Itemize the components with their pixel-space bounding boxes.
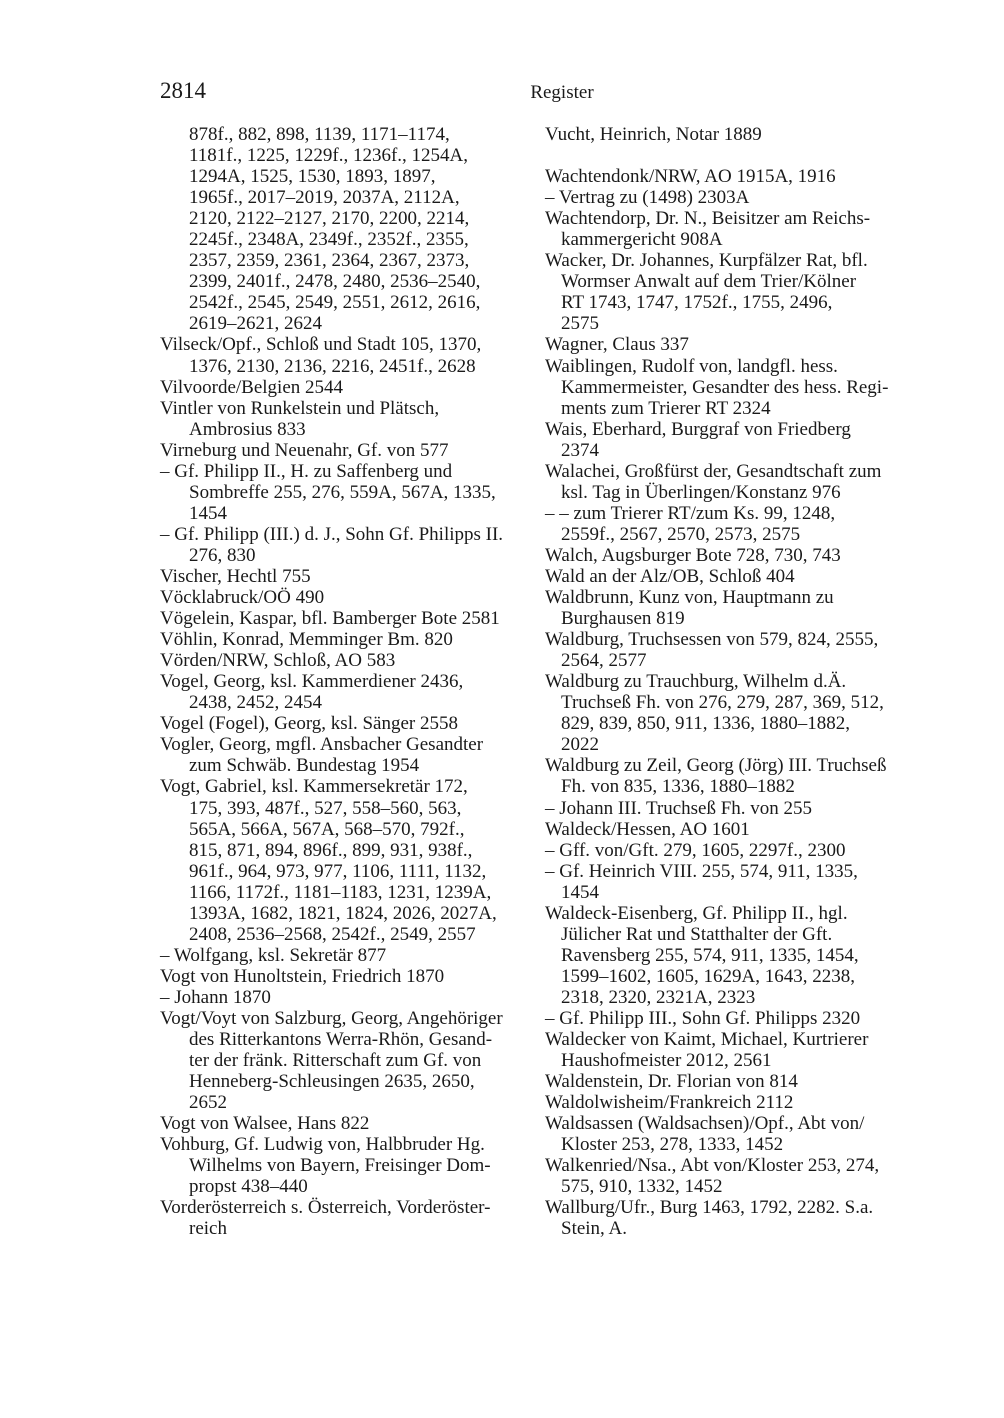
index-entry: Wais, Eberhard, Burggraf von Friedberg 2374 [545,418,851,461]
index-entry: Wacker, Dr. Johannes, Kurpfälzer Rat, bfl. Wormser Anwalt auf dem Trier/Kölner RT 1743, 1747, 1752f., 1755, 2496, 2575 [545,250,868,335]
index-entry: Vogt von Hunoltstein, Friedrich 1870 [160,965,445,987]
index-entry: Vogel, Georg, ksl. Kammerdiener 2436, 2438, 2452, 2454 [160,671,464,714]
index-entry: Vöcklabruck/OÖ 490 [160,587,325,609]
index-entry: – – zum Trierer RT/zum Ks. 99, 1248, 2559f., 2567, 2570, 2573, 2575 [545,502,836,545]
index-entry: Vogler, Georg, mgfl. Ansbacher Gesandter zum Schwäb. Bundestag 1954 [160,734,484,777]
right-column [545,124,915,1239]
index-entry: Waldburg, Truchsessen von 579, 824, 2555, 2564, 2577 [545,629,879,672]
index-entry: – Wolfgang, ksl. Sekretär 877 [160,944,387,966]
index-entry: Vilvoorde/Belgien 2544 [160,376,344,398]
index-entry: Vöhlin, Konrad, Memminger Bm. 820 [160,629,453,651]
index-entry: – Gff. von/Gft. 279, 1605, 2297f., 2300 [545,839,846,861]
index-entry: Waldecker von Kaimt, Michael, Kurtrierer Haushofmeister 2012, 2561 [545,1029,869,1072]
index-entry: Vilseck/Opf., Schloß und Stadt 105, 1370, 1376, 2130, 2136, 2216, 2451f., 2628 [160,334,482,377]
index-entry: Wald an der Alz/OB, Schloß 404 [545,565,795,587]
index-entry: Vischer, Hechtl 755 [160,565,311,587]
section-gap [545,145,915,166]
index-entry: – Vertrag zu (1498) 2303A [545,187,750,209]
index-entry: Waiblingen, Rudolf von, landgfl. hess. Kammermeister, Gesandter des hess. Regi- ments zum Trierer RT 2324 [545,355,889,419]
index-entry: Vogt von Walsee, Hans 822 [160,1113,370,1135]
index-entry: Vögelein, Kaspar, bfl. Bamberger Bote 2581 [160,608,500,630]
index-entry: Walachei, Großfürst der, Gesandtschaft zum ksl. Tag in Überlingen/Konstanz 976 [545,460,882,503]
index-entry: – Gf. Philipp III., Sohn Gf. Philipps 2320 [545,1007,861,1029]
index-entry: Vogt, Gabriel, ksl. Kammersekretär 172, 175, 393, 487f., 527, 558–560, 563, 565A, 566A, 567A, 568–570, 792f., 815, 871, 894, 896f., 899, 931, 938f., 961f., 964, 973, 977, 1106, 1111, 1132, 1166, 1172f., 1181–1183, 1231, 1239A, 1393A, 1682, 1821, 1824, 2026, 2027A, 2408, 2536–2568, 2542f., 2549, 2557 [160,776,497,945]
index-entry: Virneburg und Neuenahr, Gf. von 577 [160,439,449,461]
index-entry: Wachtendonk/NRW, AO 1915A, 1916 [545,166,836,188]
index-entry: Vohburg, Gf. Ludwig von, Halbbruder Hg. Wilhelms von Bayern, Freisinger Dom- propst 438–440 [160,1134,491,1198]
index-entry: – Johann 1870 [160,986,271,1008]
index-entry: Vintler von Runkelstein und Plätsch, Ambrosius 833 [160,397,440,440]
page-number: 2814 [160,78,206,103]
index-entry: Waldburg zu Trauchburg, Wilhelm d.Ä. Truchseß Fh. von 276, 279, 287, 369, 512, 829, 839, 850, 911, 1336, 1880–1882, 2022 [545,671,884,756]
index-entry: Vogt/Voyt von Salzburg, Georg, Angehöriger des Ritterkantons Werra-Rhön, Gesand- ter der fränk. Ritterschaft zum Gf. von Henneberg-Schleusingen 2635, 2650, 2652 [160,1007,503,1114]
index-entry: Walch, Augsburger Bote 728, 730, 743 [545,544,841,566]
index-entry: Wallburg/Ufr., Burg 1463, 1792, 2282. S.a. Stein, A. [545,1197,874,1240]
left-column [160,124,532,1239]
index-entry: Waldolwisheim/Frankreich 2112 [545,1092,794,1114]
index-entry: 878f., 882, 898, 1139, 1171–1174, 1181f., 1225, 1229f., 1236f., 1254A, 1294A, 1525, 1530, 1893, 1897, 1965f., 2017–2019, 2037A, 2112A, 2120, 2122–2127, 2170, 2200, 2214, 2245f., 2348A, 2349f., 2352f., 2355, 2357, 2359, 2361, 2364, 2367, 2373, 2399, 2401f., 2478, 2480, 2536–2540, 2542f., 2545, 2549, 2551, 2612, 2616, 2619–2621, 2624 [189,124,481,335]
index-entry: Waldbrunn, Kunz von, Hauptmann zu Burghausen 819 [545,587,834,630]
index-entry: Waldeck-Eisenberg, Gf. Philipp II., hgl. Jülicher Rat und Statthalter der Gft. Ravensberg 255, 574, 911, 1335, 1454, 1599–1602, 1605, 1629A, 1643, 2238, 2318, 2320, 2321A, 2323 [545,902,859,1008]
index-entry: – Gf. Philipp II., H. zu Saffenberg und Sombreffe 255, 276, 559A, 567A, 1335, 1454 [160,460,496,524]
index-entry: Vörden/NRW, Schloß, AO 583 [160,650,396,672]
index-entry: Vucht, Heinrich, Notar 1889 [545,124,762,145]
index-entry: Waldenstein, Dr. Florian von 814 [545,1071,798,1093]
running-head: Register [530,82,594,103]
index-entry: Vogel (Fogel), Georg, ksl. Sänger 2558 [160,713,458,735]
index-entry: – Johann III. Truchseß Fh. von 255 [545,797,813,819]
index-entry: Waldeck/Hessen, AO 1601 [545,818,750,840]
index-entry: Vorderösterreich s. Österreich, Vorderöster- reich [160,1197,491,1240]
index-entry: Waldsassen (Waldsachsen)/Opf., Abt von/ Kloster 253, 278, 1333, 1452 [545,1113,865,1156]
index-entry: – Gf. Philipp (III.) d. J., Sohn Gf. Philipps II. 276, 830 [160,523,504,566]
index-entry: – Gf. Heinrich VIII. 255, 574, 911, 1335, 1454 [545,860,858,903]
index-entry: Walkenried/Nsa., Abt von/Kloster 253, 274, 575, 910, 1332, 1452 [545,1155,880,1198]
index-entry: Wagner, Claus 337 [545,334,689,356]
index-entry: Waldburg zu Zeil, Georg (Jörg) III. Truchseß Fh. von 835, 1336, 1880–1882 [545,755,887,798]
index-entry: Wachtendorp, Dr. N., Beisitzer am Reichs- kammergericht 908A [545,208,871,251]
